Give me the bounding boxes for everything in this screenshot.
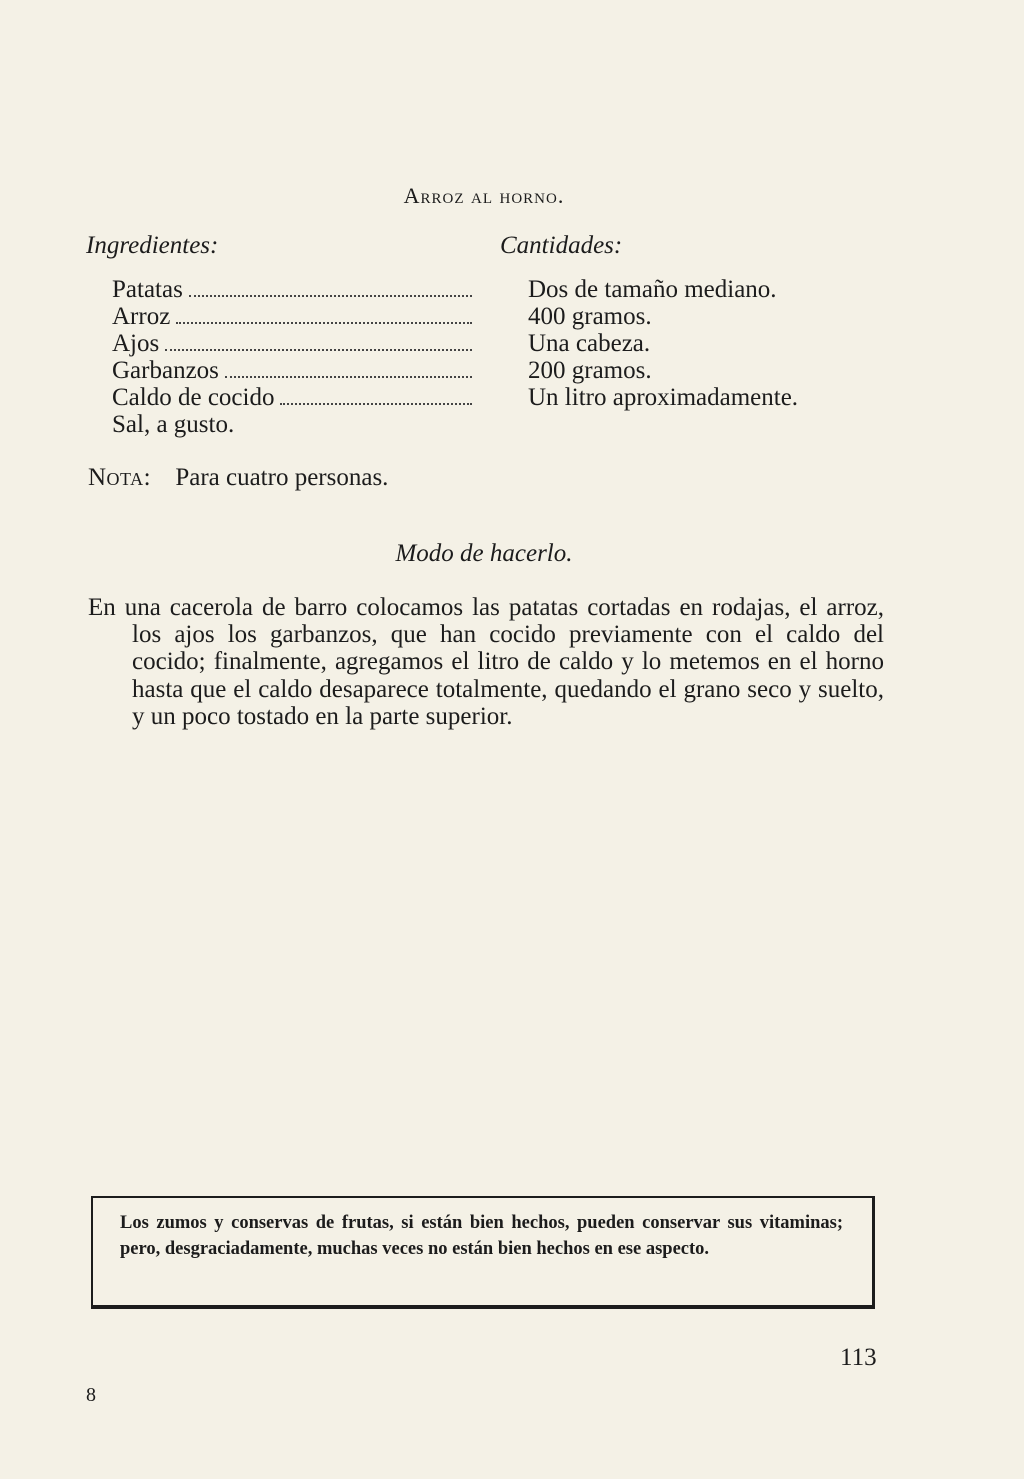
- method-title: Modo de hacerlo.: [395, 540, 573, 567]
- ingredient-name: Arroz: [112, 303, 171, 330]
- ingredient-row: [112, 303, 472, 330]
- dot-leader: [225, 376, 472, 378]
- quantity-value: Dos de tamaño mediano.: [528, 276, 777, 303]
- dot-leader: [280, 403, 472, 405]
- quantity-value: 400 gramos.: [528, 303, 652, 330]
- quantities-list: [528, 276, 798, 411]
- note-text: Para cuatro personas.: [175, 464, 389, 491]
- recipe-title: Arroz al horno.: [403, 183, 565, 208]
- dot-leader: [176, 322, 472, 324]
- note-label: Nota:: [88, 464, 152, 491]
- dot-leader: [165, 349, 472, 351]
- ingredient-row: [112, 357, 472, 384]
- quantity-value: Una cabeza.: [528, 330, 651, 357]
- ingredient-row: [112, 330, 472, 357]
- quantity-value: Un litro aproximadamente.: [528, 384, 799, 411]
- quantities-heading: Cantidades:: [500, 232, 623, 259]
- ingredient-name: Ajos: [112, 330, 160, 357]
- quantity-value: 200 gramos.: [528, 357, 652, 384]
- ingredient-name: Patatas: [112, 276, 183, 303]
- ingredients-list: [112, 276, 472, 438]
- ingredient-row: [112, 276, 472, 303]
- dot-leader: [189, 295, 472, 297]
- ingredient-name: Garbanzos: [112, 357, 219, 384]
- signature-mark: 8: [86, 1384, 96, 1406]
- ingredients-heading: Ingredientes:: [86, 232, 219, 259]
- ingredient-row: [112, 411, 472, 438]
- page-number: 113: [840, 1344, 877, 1371]
- boxed-tip-text: Los zumos y conservas de frutas, si están bien hechos, pueden conservar sus vitaminas; pero, desgraciadamente, muchas veces no están bien hechos en ese aspecto.: [120, 1213, 843, 1259]
- boxed-tip: [91, 1196, 875, 1309]
- serving-note: [88, 464, 388, 492]
- method-paragraph: En una cacerola de barro colocamos las patatas cortadas en rodajas, el arroz, los ajos los garbanzos, que han cocido previamente con el caldo del cocido; finalmente, agregamos el litro de caldo y lo metemos en el horno hasta que el caldo desaparece totalmente, quedando el grano seco y suelto, y un poco tostado en la parte superior.: [88, 594, 884, 730]
- ingredient-name: Sal, a gusto.: [112, 411, 235, 438]
- ingredient-name: Caldo de cocido: [112, 384, 275, 411]
- ingredient-row: [112, 384, 472, 411]
